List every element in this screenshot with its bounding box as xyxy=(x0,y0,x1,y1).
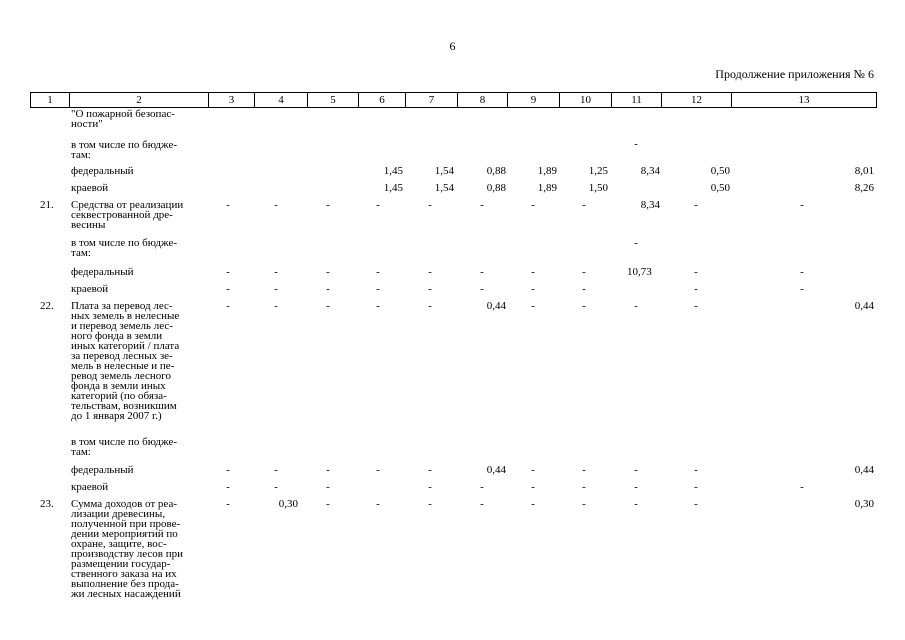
r21-col10: - xyxy=(582,199,586,211)
fed3-col4: - xyxy=(274,464,278,476)
header-col-11: 11 xyxy=(611,93,661,107)
r22-col9: - xyxy=(531,300,535,312)
r23-col3: - xyxy=(226,498,230,510)
r22-col6: - xyxy=(376,300,380,312)
r22-col13: 0,44 xyxy=(854,300,874,312)
reg2-col13: - xyxy=(800,283,804,295)
reg3-col10: - xyxy=(582,481,586,493)
reg-col10: 1,50 xyxy=(588,182,608,194)
r23-col10: - xyxy=(582,498,586,510)
r21-col11: 8,34 xyxy=(640,199,660,211)
fed2-col4: - xyxy=(274,266,278,278)
r22-col3: - xyxy=(226,300,230,312)
fed-col6: 1,45 xyxy=(383,165,403,177)
header-col-6: 6 xyxy=(358,93,405,107)
fed2-col13: - xyxy=(800,266,804,278)
row-21-number: 21. xyxy=(40,199,54,211)
fed2-col6: - xyxy=(376,266,380,278)
r21-col3: - xyxy=(226,199,230,211)
regional-label-3: краевой xyxy=(71,481,109,493)
reg-col9: 1,89 xyxy=(537,182,557,194)
federal-label-1: федеральный xyxy=(71,165,134,177)
reg3-col4: - xyxy=(274,481,278,493)
row-23-desc: Сумма доходов от реа- лизации древесины, полученной при прове- дении мероприятий по охране, защите, вос- производству лесов при размещении государ- ственного заказа на их выполнение без прода- жи лесных насаждений xyxy=(71,498,184,600)
federal-label-3: федеральный xyxy=(71,464,134,476)
fed2-col8: - xyxy=(480,266,484,278)
fed3-col13: 0,44 xyxy=(854,464,874,476)
fed2-col9: - xyxy=(531,266,535,278)
r21-col8: - xyxy=(480,199,484,211)
r21-col4: - xyxy=(274,199,278,211)
fed-col12: 0,50 xyxy=(710,165,730,177)
r22-col12: - xyxy=(694,300,698,312)
incl2-col11: - xyxy=(634,237,638,249)
row-21-desc: Средства от реализации секвестрованной дре- весины xyxy=(71,199,184,231)
federal-label-2: федеральный xyxy=(71,266,134,278)
header-col-4: 4 xyxy=(254,93,307,107)
row-23-number: 23. xyxy=(40,498,54,510)
reg2-col6: - xyxy=(376,283,380,295)
reg3-col3: - xyxy=(226,481,230,493)
header-col-13: 13 xyxy=(731,93,876,107)
reg2-col3: - xyxy=(226,283,230,295)
table-header-row xyxy=(30,92,877,108)
r23-col5: - xyxy=(326,498,330,510)
header-col-8: 8 xyxy=(457,93,507,107)
r21-col5: - xyxy=(326,199,330,211)
header-col-10: 10 xyxy=(559,93,611,107)
incl1-col11: - xyxy=(634,138,638,150)
incl-budgets-label-2: в том числе по бюдже- там: xyxy=(71,237,178,259)
r23-col8: - xyxy=(480,498,484,510)
reg2-col7: - xyxy=(428,283,432,295)
reg2-col12: - xyxy=(694,283,698,295)
fed3-col12: - xyxy=(694,464,698,476)
row-22-desc: Плата за перевод лес- ных земель в нелесные и перевод земель лес- ного фонда в земли иных категорий / плата за перевод лесных зе- мель в нелесные и пе- ревод земель лесного фонда в земли иных категорий (по обяза- тельствам, возникшим до 1 января 2007 г.) xyxy=(71,300,180,422)
r22-col10: - xyxy=(582,300,586,312)
fed-col7: 1,54 xyxy=(434,165,454,177)
fed3-col8: 0,44 xyxy=(486,464,506,476)
r22-col7: - xyxy=(428,300,432,312)
incl-budgets-label-1: в том числе по бюдже- там: xyxy=(71,139,178,161)
reg3-col12: - xyxy=(694,481,698,493)
fed2-col5: - xyxy=(326,266,330,278)
fed-col8: 0,88 xyxy=(486,165,506,177)
r22-col4: - xyxy=(274,300,278,312)
header-col-12: 12 xyxy=(661,93,731,107)
reg2-col5: - xyxy=(326,283,330,295)
r21-col9: - xyxy=(531,199,535,211)
fed3-col6: - xyxy=(376,464,380,476)
r21-col6: - xyxy=(376,199,380,211)
r23-col11: - xyxy=(634,498,638,510)
r22-col8: 0,44 xyxy=(486,300,506,312)
header-col-2: 2 xyxy=(69,93,208,107)
fed2-col11: 10,73 xyxy=(627,266,652,278)
r23-col4: 0,30 xyxy=(278,498,298,510)
fed2-col12: - xyxy=(694,266,698,278)
reg3-col7: - xyxy=(428,481,432,493)
reg3-col8: - xyxy=(480,481,484,493)
reg3-col11: - xyxy=(634,481,638,493)
reg2-col8: - xyxy=(480,283,484,295)
reg-col6: 1,45 xyxy=(383,182,403,194)
header-col-1: 1 xyxy=(47,94,53,106)
header-col-9: 9 xyxy=(507,93,559,107)
fed3-col5: - xyxy=(326,464,330,476)
fed2-col7: - xyxy=(428,266,432,278)
reg-col8: 0,88 xyxy=(486,182,506,194)
fed3-col3: - xyxy=(226,464,230,476)
regional-label-2: краевой xyxy=(71,283,109,295)
fed2-col10: - xyxy=(582,266,586,278)
r22-col11: - xyxy=(634,300,638,312)
appendix-continuation: Продолжение приложения № 6 xyxy=(715,67,874,81)
r21-col12: - xyxy=(694,199,698,211)
r22-col5: - xyxy=(326,300,330,312)
fed3-col7: - xyxy=(428,464,432,476)
fed2-col3: - xyxy=(226,266,230,278)
r23-col9: - xyxy=(531,498,535,510)
r21-col7: - xyxy=(428,199,432,211)
fed3-col10: - xyxy=(582,464,586,476)
r23-col13: 0,30 xyxy=(854,498,874,510)
reg-col13: 8,26 xyxy=(854,182,874,194)
fed-col10: 1,25 xyxy=(588,165,608,177)
fed-col13: 8,01 xyxy=(854,165,874,177)
r21-col13: - xyxy=(800,199,804,211)
regional-label-1: краевой xyxy=(71,182,109,194)
reg-col12: 0,50 xyxy=(710,182,730,194)
reg2-col9: - xyxy=(531,283,535,295)
reg2-col4: - xyxy=(274,283,278,295)
page-number: 6 xyxy=(449,39,456,53)
fed-col11: 8,34 xyxy=(640,165,660,177)
r23-col12: - xyxy=(694,498,698,510)
row-22-number: 22. xyxy=(40,300,54,312)
reg2-col10: - xyxy=(582,283,586,295)
r23-col6: - xyxy=(376,498,380,510)
header-col-7: 7 xyxy=(405,93,457,107)
fed3-col11: - xyxy=(634,464,638,476)
reg3-col9: - xyxy=(531,481,535,493)
reg3-col5: - xyxy=(326,481,330,493)
incl-budgets-label-3: в том числе по бюдже- там: xyxy=(71,436,178,458)
fed3-col9: - xyxy=(531,464,535,476)
header-col-5: 5 xyxy=(307,93,358,107)
reg3-col13: - xyxy=(800,481,804,493)
fire-safety-desc-tail: "О пожарной безопас- ности" xyxy=(71,108,175,130)
reg-col7: 1,54 xyxy=(434,182,454,194)
header-col-3: 3 xyxy=(208,93,254,107)
fed-col9: 1,89 xyxy=(537,165,557,177)
r23-col7: - xyxy=(428,498,432,510)
